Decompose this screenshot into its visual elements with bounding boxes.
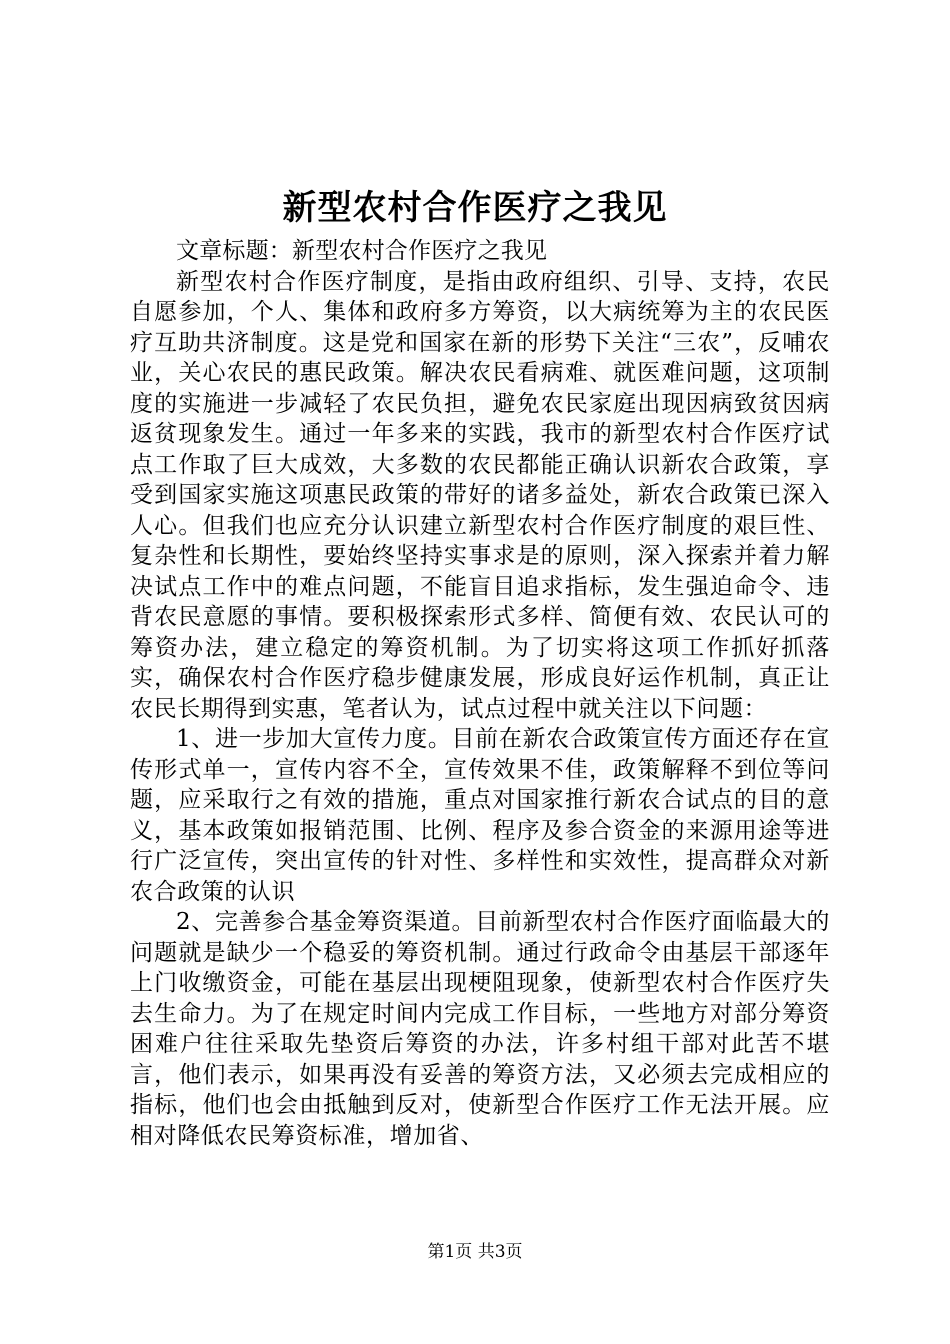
- page-number-footer: 第1页 共3页: [427, 1242, 523, 1262]
- paragraph-intro: 新型农村合作医疗制度，是指由政府组织、引导、支持，农民自愿参加，个人、集体和政府多方筹资，以大病统筹为主的农民医疗互助共济制度。这是党和国家在新的形势下关注“三农”，反哺农业，关心农民的惠民政策。解决农民看病难、就医难问题，这项制度的实施进一步减轻了农民负担，避免农民家庭出现因病致贫因病返贫现象发生。通过一年多来的实践，我市的新型农村合作医疗试点工作取了巨大成效，大多数的农民都能正确认识新农合政策，享受到国家实施这项惠民政策的带好的诸多益处，新农合政策已深入人心。但我们也应充分认识建立新型农村合作医疗制度的艰巨性、复杂性和长期性，要始终坚持实事求是的原则，深入探索并着力解决试点工作中的难点问题，不能盲目追求指标，发生强迫命令、违背农民意愿的事情。要积极探索形式多样、简便有效、农民认可的筹资办法，建立稳定的筹资机制。为了切实将这项工作抓好抓落实，确保农村合作医疗稳步健康发展，形成良好运作机制，真正让农民长期得到实惠，笔者认为，试点过程中就关注以下问题：: [130, 268, 830, 722]
- document-title: 新型农村合作医疗之我见: [282, 188, 668, 228]
- article-title-line: 文章标题：新型农村合作医疗之我见: [176, 238, 548, 264]
- document-body: [130, 236, 830, 1151]
- paragraph-point-2: 2、完善参合基金筹资渠道。目前新型农村合作医疗面临最大的问题就是缺少一个稳妥的筹资机制。通过行政命令由基层干部逐年上门收缴资金，可能在基层出现梗阻现象，使新型农村合作医疗失去生命力。为了在规定时间内完成工作目标，一些地方对部分筹资困难户往往采取先垫资后筹资的办法，许多村组干部对此苦不堪言，他们表示，如果再没有妥善的筹资方法，又必须去完成相应的指标，他们也会由抵触到反对，使新型合作医疗工作无法开展。应相对降低农民筹资标准，增加省、: [130, 909, 830, 1149]
- paragraph-point-1: 1、进一步加大宣传力度。目前在新农合政策宣传方面还存在宣传形式单一，宣传内容不全，宣传效果不佳，政策解释不到位等问题，应采取行之有效的措施，重点对国家推行新农合试点的目的意义，基本政策如报销范围、比例、程序及参合资金的来源用途等进行广泛宣传，突出宣传的针对性、多样性和实效性，提高群众对新农合政策的认识: [130, 726, 830, 905]
